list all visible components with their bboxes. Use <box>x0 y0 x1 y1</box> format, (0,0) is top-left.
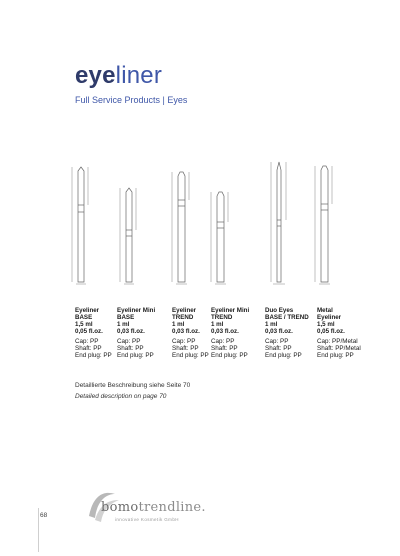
product-volume-oz: 0,03 fl.oz. <box>211 328 239 335</box>
page-margin-rule <box>38 508 39 552</box>
product-name-line: Duo Eyes <box>265 307 294 314</box>
drawing-eyeliner-base <box>72 167 88 284</box>
logo-word-bomo: bomo <box>101 500 139 515</box>
material-end-plug: End plug: PP <box>117 352 154 359</box>
page-title <box>75 62 162 90</box>
product-metal-eyeliner <box>317 307 373 359</box>
company-logo <box>85 486 235 536</box>
product-variant: TREND <box>172 314 194 321</box>
page-title-part-eye: eye <box>75 62 116 89</box>
material-shaft: Shaft: PP <box>211 345 238 352</box>
product-eyeliner-mini-trend <box>211 307 267 359</box>
material-shaft: Shaft: PP/Metal <box>317 345 361 352</box>
product-name-line: Eyeliner <box>172 307 197 314</box>
material-cap: Cap: PP <box>117 338 141 345</box>
product-volume-oz: 0,03 fl.oz. <box>265 328 293 335</box>
product-variant: BASE <box>75 314 93 321</box>
material-shaft: Shaft: PP <box>117 345 144 352</box>
product-volume-ml: 1 ml <box>172 321 185 328</box>
product-list <box>75 307 365 367</box>
logo-wordmark <box>101 500 206 515</box>
product-volume-oz: 0,05 fl.oz. <box>317 328 345 335</box>
material-end-plug: End plug: PP <box>211 352 248 359</box>
technical-drawings-svg <box>60 150 350 295</box>
product-variant: TREND <box>211 314 233 321</box>
product-volume-ml: 1 ml <box>265 321 278 328</box>
drawing-eyeliner-mini-base <box>120 188 136 284</box>
material-cap: Cap: PP/Metal <box>317 338 358 345</box>
product-materials <box>317 338 373 359</box>
material-shaft: Shaft: PP <box>75 345 102 352</box>
page-subtitle: Full Service Products | Eyes <box>75 95 188 105</box>
product-name-line: Eyeliner Mini <box>211 307 250 314</box>
technical-drawings <box>60 150 350 295</box>
product-volume-ml: 1 ml <box>211 321 224 328</box>
product-variant: Eyeliner <box>317 314 342 321</box>
note-english: Detailed description on page 70 <box>75 393 167 400</box>
product-variant: BASE / TREND <box>265 314 309 321</box>
material-end-plug: End plug: PP <box>172 352 209 359</box>
material-end-plug: End plug: PP <box>265 352 302 359</box>
product-volume-ml: 1 ml <box>117 321 130 328</box>
product-name-line: Eyeliner Mini <box>117 307 156 314</box>
material-cap: Cap: PP <box>265 338 289 345</box>
material-cap: Cap: PP <box>172 338 196 345</box>
product-volume-oz: 0,03 fl.oz. <box>117 328 145 335</box>
drawing-duo-eyes <box>271 162 286 284</box>
drawing-eyeliner-trend <box>172 172 189 284</box>
product-materials <box>265 338 321 359</box>
logo-word-trendline: trendline. <box>138 500 206 515</box>
product-volume-oz: 0,03 fl.oz. <box>172 328 200 335</box>
note-german: Detaillierte Beschreibung siehe Seite 70 <box>75 382 191 389</box>
product-volume-ml: 1,5 ml <box>75 321 93 328</box>
logo-tagline: innovative Kosmetik GmbH <box>115 517 179 522</box>
page-title-part-liner: liner <box>115 62 163 89</box>
product-name-line: Eyeliner <box>75 307 100 314</box>
material-shaft: Shaft: PP <box>172 345 199 352</box>
product-materials <box>117 338 173 359</box>
product-duo-eyes <box>265 307 321 359</box>
product-eyeliner-mini-base <box>117 307 173 359</box>
product-name-line: Metal <box>317 307 333 314</box>
material-cap: Cap: PP <box>75 338 99 345</box>
product-volume-ml: 1,5 ml <box>317 321 335 328</box>
material-end-plug: End plug: PP <box>317 352 354 359</box>
page-number: 68 <box>40 512 48 519</box>
drawing-eyeliner-mini-trend <box>211 192 228 284</box>
material-end-plug: End plug: PP <box>75 352 112 359</box>
product-materials <box>211 338 267 359</box>
material-cap: Cap: PP <box>211 338 235 345</box>
product-variant: BASE <box>117 314 135 321</box>
material-shaft: Shaft: PP <box>265 345 292 352</box>
drawing-metal-eyeliner <box>315 166 332 284</box>
product-volume-oz: 0,05 fl.oz. <box>75 328 103 335</box>
